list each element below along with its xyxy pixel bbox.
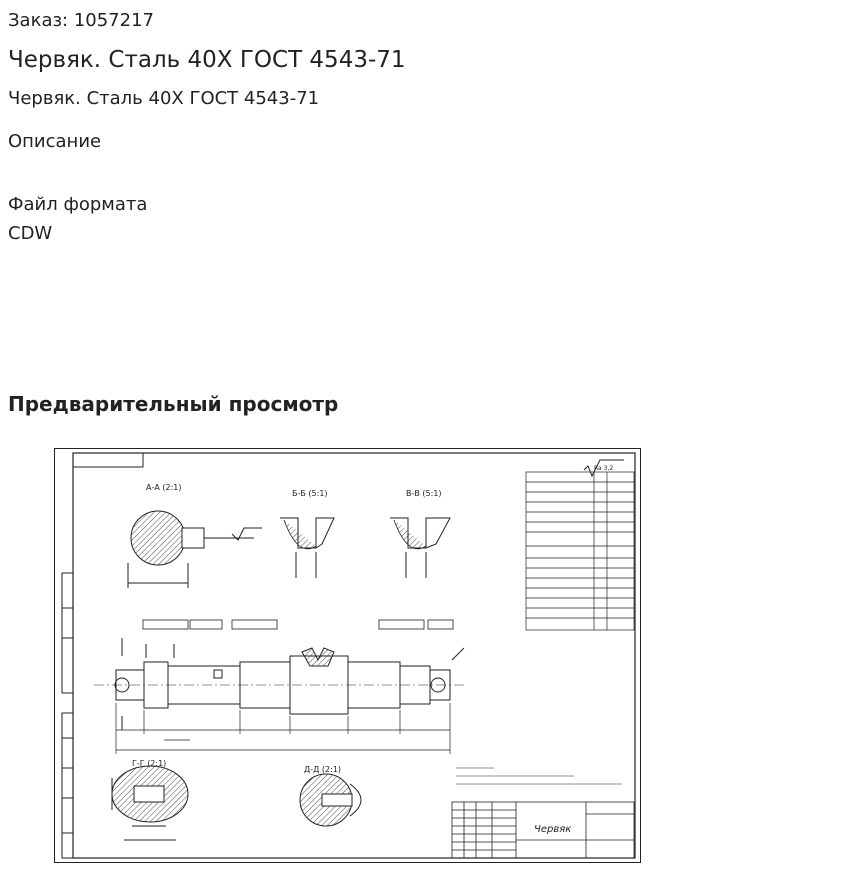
- drawing-preview[interactable]: [54, 448, 641, 863]
- label-section-b: Б-Б (5:1): [292, 489, 328, 498]
- page-title: Червяк. Сталь 40Х ГОСТ 4543-71: [8, 47, 406, 73]
- tolerance-frames: [143, 620, 453, 629]
- file-format-value: CDW: [8, 223, 53, 244]
- parameter-table: [526, 472, 634, 630]
- section-b-b: [280, 518, 334, 578]
- label-section-g: Г-Г (2:1): [132, 759, 167, 768]
- label-section-d: Д-Д (2:1): [304, 765, 342, 774]
- preview-heading: Предварительный просмотр: [8, 392, 339, 416]
- file-format-label: Файл формата: [8, 194, 148, 215]
- section-d-d: [300, 774, 361, 826]
- dimension-lines: [116, 703, 450, 754]
- left-strip-bottom: [62, 713, 73, 858]
- section-g-g: [112, 766, 188, 840]
- technical-requirements: [456, 768, 622, 784]
- section-v-v: [390, 518, 450, 578]
- description-heading: Описание: [8, 131, 102, 152]
- section-a-a: [128, 511, 262, 588]
- label-title-block: Червяк: [534, 824, 572, 835]
- label-section-v: В-В (5:1): [406, 489, 442, 498]
- code-box: [73, 453, 143, 467]
- order-number: Заказ: 1057217: [8, 10, 154, 31]
- product-subtitle: Червяк. Сталь 40Х ГОСТ 4543-71: [8, 88, 320, 109]
- label-section-a: А-А (2:1): [146, 483, 182, 492]
- worm-shaft: [94, 638, 464, 730]
- label-roughness: Ra 3,2: [594, 465, 614, 472]
- left-strip-top: [62, 573, 73, 693]
